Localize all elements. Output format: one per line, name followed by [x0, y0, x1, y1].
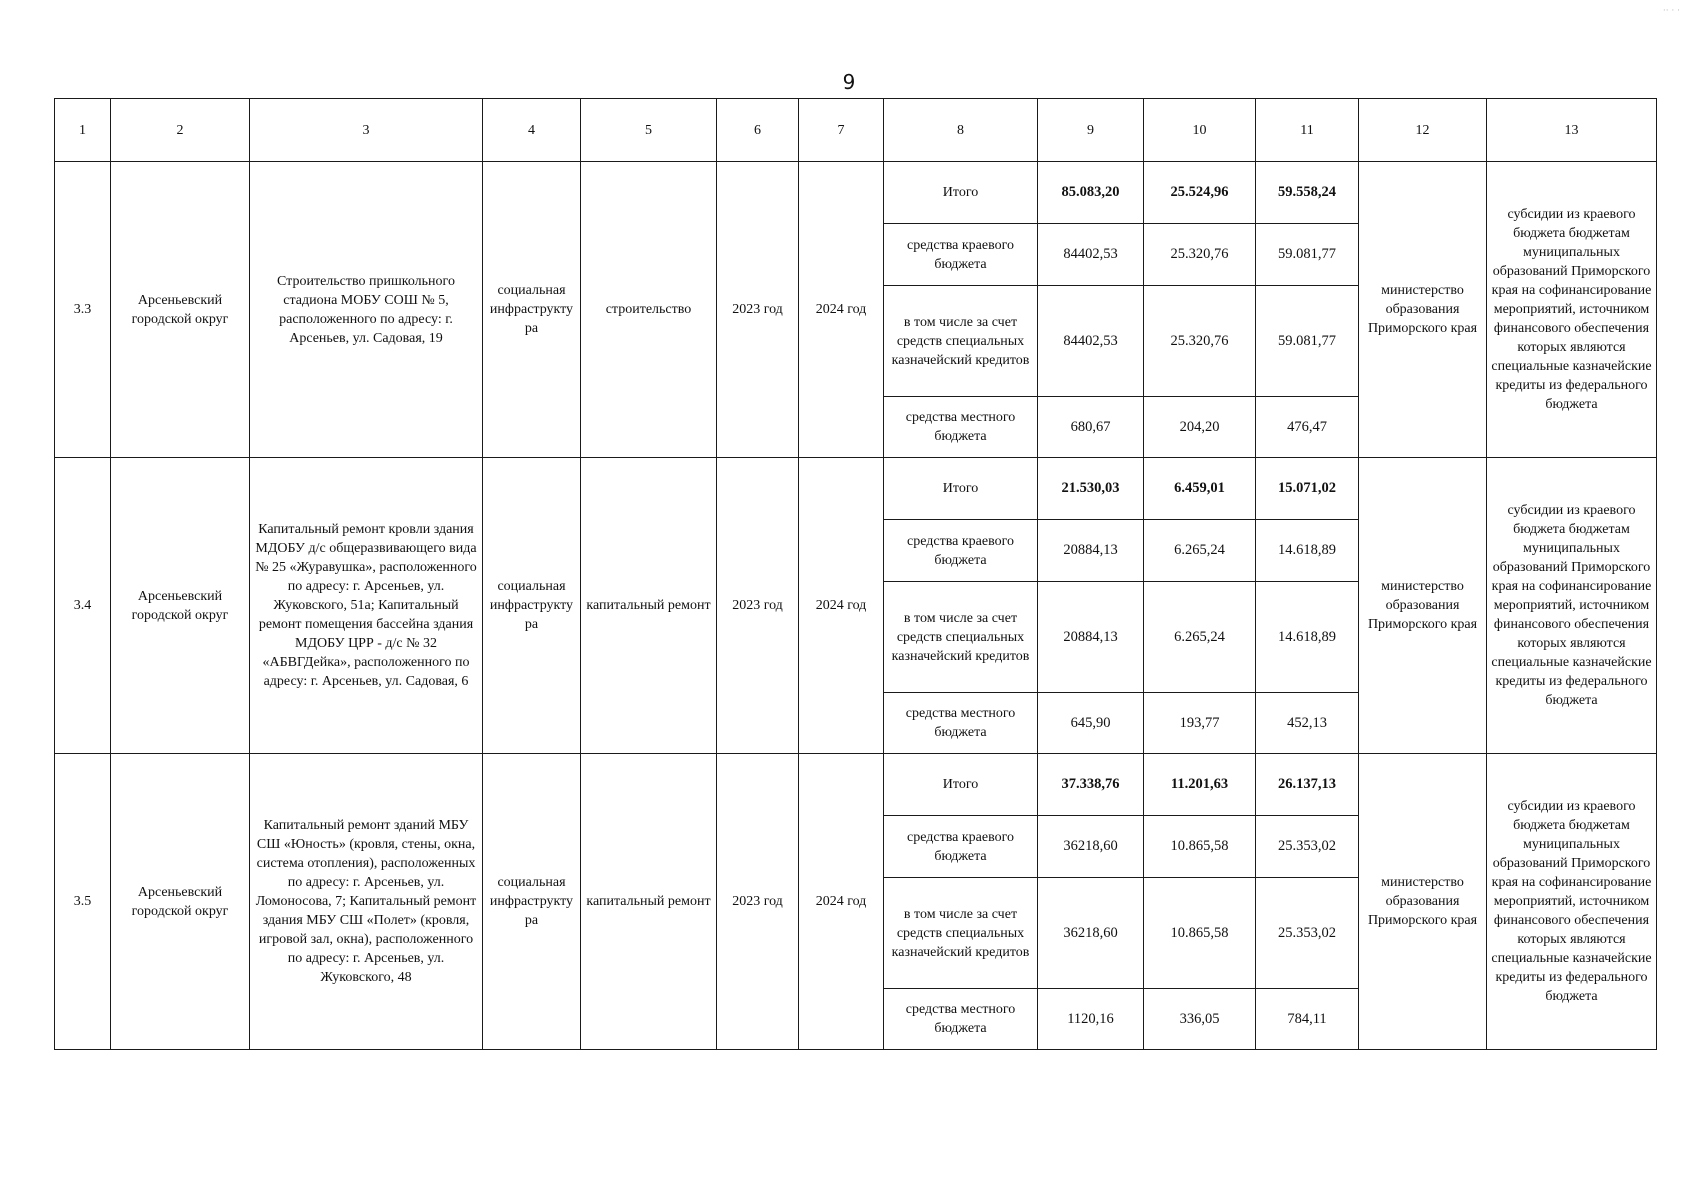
- funding-source: средства краевого бюджета: [884, 224, 1038, 286]
- header-cell: 11: [1256, 99, 1359, 162]
- amount-2024: 15.071,02: [1256, 458, 1359, 520]
- funding-source: средства местного бюджета: [884, 397, 1038, 458]
- responsible-ministry: министерство образования Приморского края: [1359, 458, 1487, 754]
- amount-total: 85.083,20: [1038, 162, 1144, 224]
- page-number: 9: [842, 70, 856, 94]
- work-type: строительство: [581, 162, 717, 458]
- header-cell: 4: [483, 99, 581, 162]
- end-year: 2024 год: [799, 162, 884, 458]
- amount-2024: 59.558,24: [1256, 162, 1359, 224]
- object-name: Капитальный ремонт зданий МБУ СШ «Юность» (кровля, стены, окна, система отопления), расположенных по адресу: г. Арсеньев, ул. Ломоносова, 7; Капитальный ремонт здания МБУ СШ «Полет» (кровля, игровой зал, окна), расположенного по адресу: г. Арсеньев, ул. Жуковского, 48: [250, 754, 483, 1050]
- amount-2023: 336,05: [1144, 989, 1256, 1050]
- amount-2024: 26.137,13: [1256, 754, 1359, 816]
- amount-total: 1120,16: [1038, 989, 1144, 1050]
- amount-2023: 11.201,63: [1144, 754, 1256, 816]
- funding-source: средства местного бюджета: [884, 989, 1038, 1050]
- responsible-ministry: министерство образования Приморского края: [1359, 754, 1487, 1050]
- amount-2024: 59.081,77: [1256, 224, 1359, 286]
- work-type: капитальный ремонт: [581, 754, 717, 1050]
- end-year: 2024 год: [799, 458, 884, 754]
- header-cell: 6: [717, 99, 799, 162]
- header-cell: 10: [1144, 99, 1256, 162]
- amount-2023: 6.459,01: [1144, 458, 1256, 520]
- funding-source: средства краевого бюджета: [884, 816, 1038, 878]
- table-body: [55, 99, 1657, 1050]
- sphere: социальная инфраструктура: [483, 458, 581, 754]
- amount-2023: 25.524,96: [1144, 162, 1256, 224]
- amount-total: 84402,53: [1038, 224, 1144, 286]
- funding-source: Итого: [884, 754, 1038, 816]
- funding-row: [55, 754, 1657, 816]
- amount-total: 680,67: [1038, 397, 1144, 458]
- funding-source: в том числе за счет средств специальных казначейский кредитов: [884, 878, 1038, 989]
- amount-total: 84402,53: [1038, 286, 1144, 397]
- project-number: 3.3: [55, 162, 111, 458]
- amount-2023: 6.265,24: [1144, 582, 1256, 693]
- project-number: 3.5: [55, 754, 111, 1050]
- funding-note: субсидии из краевого бюджета бюджетам муниципальных образований Приморского края на софинансирование мероприятий, источником финансового обеспечения которых являются специальные казначейские кредиты из федерального бюджета: [1487, 162, 1657, 458]
- object-name: Капитальный ремонт кровли здания МДОБУ д/с общеразвивающего вида № 25 «Журавушка», расположенного по адресу: г. Арсеньев, ул. Жуковского, 51а; Капитальный ремонт помещения бассейна здания МДОБУ ЦРР - д/с № 32 «АБВГДейка», расположенного по адресу: г. Арсеньев, ул. Садовая, 6: [250, 458, 483, 754]
- header-row: [55, 99, 1657, 162]
- amount-2024: 452,13: [1256, 693, 1359, 754]
- header-cell: 12: [1359, 99, 1487, 162]
- funding-source: в том числе за счет средств специальных казначейский кредитов: [884, 286, 1038, 397]
- end-year: 2024 год: [799, 754, 884, 1050]
- amount-2023: 204,20: [1144, 397, 1256, 458]
- sphere: социальная инфраструктура: [483, 162, 581, 458]
- funding-source: Итого: [884, 458, 1038, 520]
- amount-2024: 14.618,89: [1256, 582, 1359, 693]
- amount-2024: 14.618,89: [1256, 520, 1359, 582]
- amount-2023: 10.865,58: [1144, 878, 1256, 989]
- header-cell: 1: [55, 99, 111, 162]
- municipality: Арсеньевский городской округ: [111, 458, 250, 754]
- amount-2024: 25.353,02: [1256, 816, 1359, 878]
- funding-row: [55, 458, 1657, 520]
- sphere: социальная инфраструктура: [483, 754, 581, 1050]
- funding-source: в том числе за счет средств специальных казначейский кредитов: [884, 582, 1038, 693]
- header-cell: 2: [111, 99, 250, 162]
- funding-note: субсидии из краевого бюджета бюджетам муниципальных образований Приморского края на софинансирование мероприятий, источником финансового обеспечения которых являются специальные казначейские кредиты из федерального бюджета: [1487, 458, 1657, 754]
- amount-2024: 784,11: [1256, 989, 1359, 1050]
- funding-source: средства местного бюджета: [884, 693, 1038, 754]
- amount-total: 21.530,03: [1038, 458, 1144, 520]
- work-type: капитальный ремонт: [581, 458, 717, 754]
- amount-2023: 10.865,58: [1144, 816, 1256, 878]
- amount-2023: 25.320,76: [1144, 224, 1256, 286]
- amount-2023: 25.320,76: [1144, 286, 1256, 397]
- header-cell: 8: [884, 99, 1038, 162]
- amount-total: 645,90: [1038, 693, 1144, 754]
- scan-edge-marks: ·· · ·: [1662, 6, 1680, 16]
- header-cell: 5: [581, 99, 717, 162]
- amount-total: 20884,13: [1038, 520, 1144, 582]
- amount-total: 36218,60: [1038, 878, 1144, 989]
- header-cell: 3: [250, 99, 483, 162]
- project-number: 3.4: [55, 458, 111, 754]
- amount-total: 36218,60: [1038, 816, 1144, 878]
- funding-source: средства краевого бюджета: [884, 520, 1038, 582]
- start-year: 2023 год: [717, 458, 799, 754]
- start-year: 2023 год: [717, 162, 799, 458]
- amount-2023: 6.265,24: [1144, 520, 1256, 582]
- amount-total: 20884,13: [1038, 582, 1144, 693]
- amount-2024: 59.081,77: [1256, 286, 1359, 397]
- funding-source: Итого: [884, 162, 1038, 224]
- header-cell: 13: [1487, 99, 1657, 162]
- amount-2024: 25.353,02: [1256, 878, 1359, 989]
- funding-note: субсидии из краевого бюджета бюджетам муниципальных образований Приморского края на софинансирование мероприятий, источником финансового обеспечения которых являются специальные казначейские кредиты из федерального бюджета: [1487, 754, 1657, 1050]
- start-year: 2023 год: [717, 754, 799, 1050]
- amount-2024: 476,47: [1256, 397, 1359, 458]
- municipality: Арсеньевский городской округ: [111, 754, 250, 1050]
- header-cell: 9: [1038, 99, 1144, 162]
- header-cell: 7: [799, 99, 884, 162]
- responsible-ministry: министерство образования Приморского края: [1359, 162, 1487, 458]
- funding-table: [54, 98, 1657, 1050]
- object-name: Строительство пришкольного стадиона МОБУ СОШ № 5, расположенного по адресу: г. Арсеньев, ул. Садовая, 19: [250, 162, 483, 458]
- amount-2023: 193,77: [1144, 693, 1256, 754]
- funding-row: [55, 162, 1657, 224]
- municipality: Арсеньевский городской округ: [111, 162, 250, 458]
- amount-total: 37.338,76: [1038, 754, 1144, 816]
